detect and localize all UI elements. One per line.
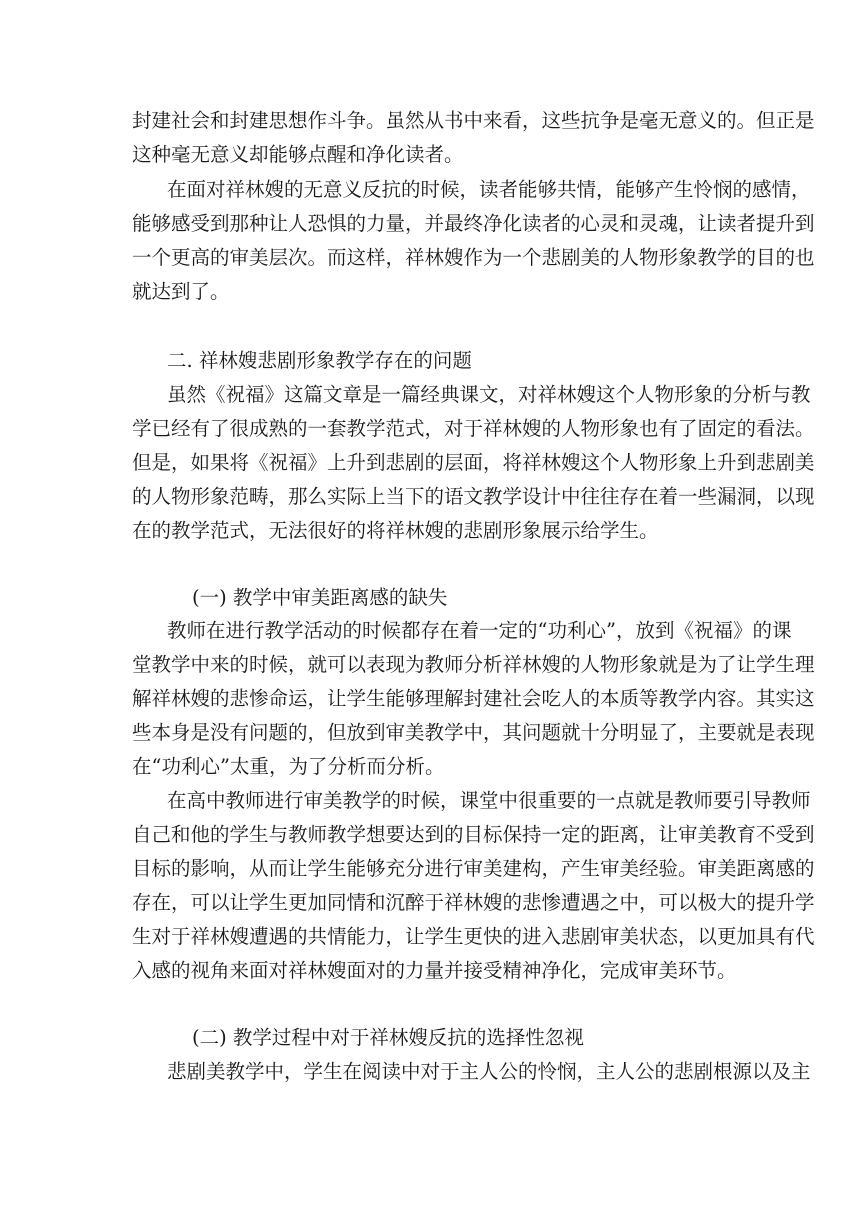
paragraph-line: 封建社会和封建思想作斗争。虽然从书中来看，这些抗争是毫无意义的。但正是 <box>132 109 815 132</box>
paragraph-line: 悲剧美教学中，学生在阅读中对于主人公的怜悯，主人公的悲剧根源以及主 <box>167 1060 811 1083</box>
paragraph-line: 的人物形象范畴，那么实际上当下的语文教学设计中往往存在着一些漏洞，以现 <box>132 485 815 508</box>
paragraph-line: 些本身是没有问题的，但放到审美教学中，其问题就十分明显了，主要就是表现 <box>132 721 815 744</box>
paragraph-line: 但是，如果将《祝福》上升到悲剧的层面，将祥林嫂这个人物形象上升到悲剧美 <box>132 451 815 474</box>
paragraph-line: 虽然《祝福》这篇文章是一篇经典课文，对祥林嫂这个人物形象的分析与教 <box>167 383 811 406</box>
paragraph-line: 一个更高的审美层次。而这样，祥林嫂作为一个悲剧美的人物形象教学的目的也 <box>132 246 815 269</box>
paragraph-line: 在“功利心”太重，为了分析而分析。 <box>132 755 445 778</box>
paragraph-line: 自己和他的学生与教师教学想要达到的目标保持一定的距离，让审美教育不受到 <box>132 823 815 846</box>
paragraph-line: 学已经有了很成熟的一套教学范式，对于祥林嫂的人物形象也有了固定的看法。 <box>132 417 815 440</box>
paragraph-line: 堂教学中来的时候，就可以表现为教师分析祥林嫂的人物形象就是为了让学生理 <box>132 653 815 676</box>
paragraph-line: 教师在进行教学活动的时候都存在着一定的“功利心”，放到《祝福》的课 <box>167 619 792 642</box>
paragraph-line: 在的教学范式，无法很好的将祥林嫂的悲剧形象展示给学生。 <box>132 519 659 542</box>
section-heading: 二. 祥林嫂悲剧形象教学存在的问题 <box>167 349 472 372</box>
paragraph-line: 生对于祥林嫂遭遇的共情能力，让学生更快的进入悲剧审美状态，以更加具有代 <box>132 925 815 948</box>
paragraph-line: 就达到了。 <box>132 280 230 303</box>
paragraph-line: 解祥林嫂的悲惨命运，让学生能够理解封建社会吃人的本质等教学内容。其实这 <box>132 687 815 710</box>
subsection-heading: (二) 教学过程中对于祥林嫂反抗的选择性忽视 <box>192 1026 584 1049</box>
paragraph-line: 目标的影响，从而让学生能够充分进行审美建构，产生审美经验。审美距离感的 <box>132 857 815 880</box>
paragraph-line: 在面对祥林嫂的无意义反抗的时候，读者能够共情，能够产生怜悯的感情， <box>167 178 811 201</box>
paragraph-line: 在高中教师进行审美教学的时候，课堂中很重要的一点就是教师要引导教师 <box>167 789 811 812</box>
paragraph-line: 入感的视角来面对祥林嫂面对的力量并接受精神净化，完成审美环节。 <box>132 959 737 982</box>
paragraph-line: 能够感受到那种让人恐惧的力量，并最终净化读者的心灵和灵魂，让读者提升到 <box>132 212 815 235</box>
paragraph-line: 这种毫无意义却能够点醒和净化读者。 <box>132 143 464 166</box>
paragraph-line: 存在，可以让学生更加同情和沉醉于祥林嫂的悲惨遭遇之中，可以极大的提升学 <box>132 891 815 914</box>
subsection-heading: (一) 教学中审美距离感的缺失 <box>192 586 448 609</box>
